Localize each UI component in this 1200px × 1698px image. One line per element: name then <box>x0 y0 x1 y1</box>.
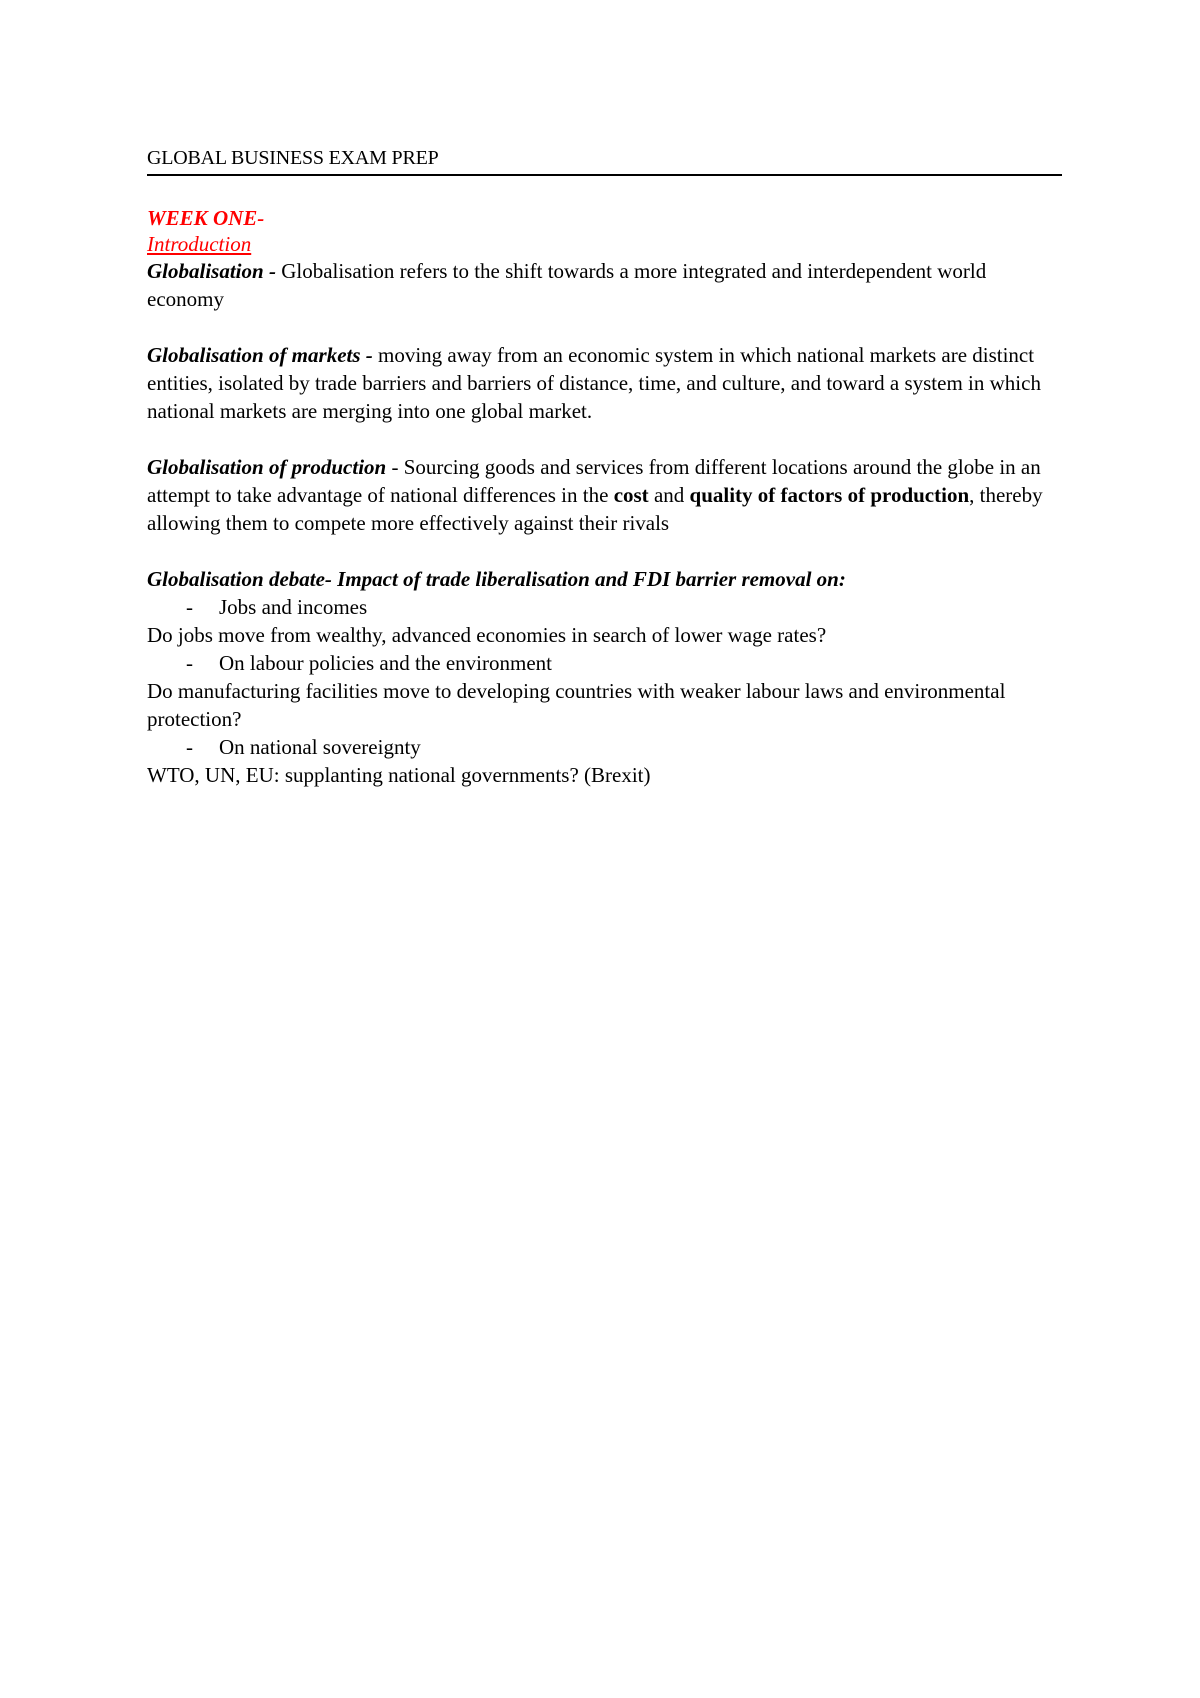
definition-text: , thereby allowing them to compete more effectively against their rivals <box>147 483 1043 535</box>
document-page <box>147 146 1062 789</box>
dash-bullet: - <box>186 735 193 759</box>
bullet-item <box>147 649 1062 677</box>
bullet-detail: WTO, UN, EU: supplanting national governments? (Brexit) <box>147 763 651 787</box>
dash-bullet: - <box>186 651 193 675</box>
bullet-item <box>147 733 1062 761</box>
definition-term: Globalisation of production <box>147 455 387 479</box>
definition-term: Globalisation of markets - <box>147 343 379 367</box>
bullet-label: On labour policies and the environment <box>219 651 552 675</box>
bullet-detail: Do jobs move from wealthy, advanced economies in search of lower wage rates? <box>147 623 827 647</box>
debate-item <box>147 649 1062 733</box>
globalisation-definition <box>147 257 1062 313</box>
definition-text: moving away from an economic system in which national markets are distinct entities, isolated by trade barriers and barriers of distance, time, and culture, and toward a system in which national markets are merging into one global market. <box>147 343 1041 423</box>
debate-heading: Globalisation debate- Impact of trade liberalisation and FDI barrier removal on: <box>147 567 846 591</box>
bold-term-cost: cost <box>613 483 649 507</box>
markets-definition <box>147 341 1062 425</box>
bullet-detail: Do manufacturing facilities move to developing countries with weaker labour laws and environmental protection? <box>147 679 1006 731</box>
debate-item <box>147 733 1062 789</box>
document-title: GLOBAL BUSINESS EXAM PREP <box>147 146 1062 176</box>
production-definition <box>147 453 1062 537</box>
definition-text: - Sourcing goods and services from different locations around the globe in an attempt to take advantage of national differences in the <box>147 455 1041 507</box>
definition-text: Globalisation refers to the shift towards a more integrated and interdependent world economy <box>147 259 987 311</box>
bullet-label: On national sovereignty <box>219 735 421 759</box>
definition-text: and <box>648 483 690 507</box>
dash-bullet: - <box>186 595 193 619</box>
debate-item <box>147 593 1062 649</box>
bullet-item <box>147 593 1062 621</box>
section-subheading: Introduction <box>147 232 252 256</box>
week-heading: WEEK ONE- <box>147 206 265 230</box>
definition-term: Globalisation - <box>147 259 282 283</box>
bullet-label: Jobs and incomes <box>219 595 368 619</box>
bold-term-quality: quality of factors of production <box>689 483 970 507</box>
